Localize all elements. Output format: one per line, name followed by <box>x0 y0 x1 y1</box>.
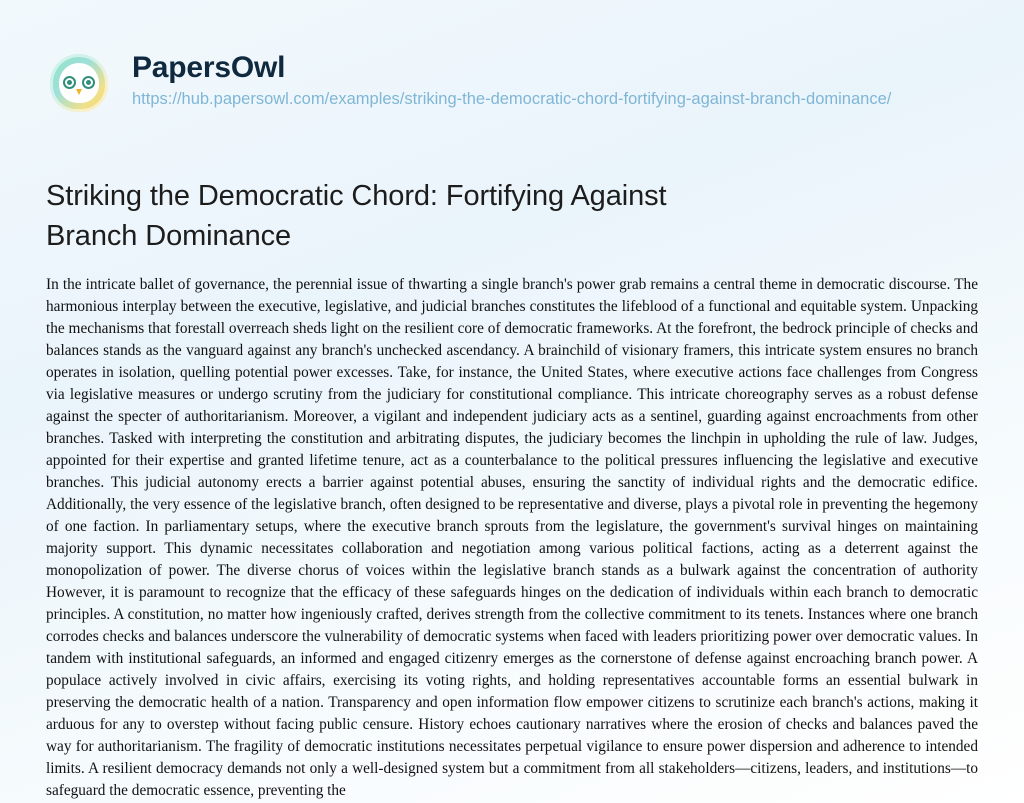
owl-eye-left-icon <box>63 76 76 89</box>
page-url[interactable]: https://hub.papersowl.com/examples/striking-the-democratic-chord-fortifying-against-branch-dominance/ <box>132 89 892 108</box>
owl-logo-face <box>59 63 99 103</box>
owl-pupil-left <box>67 80 72 85</box>
owl-logo-outer <box>50 54 108 112</box>
owl-logo-icon <box>46 54 112 116</box>
owl-eye-right-icon <box>82 76 95 89</box>
document-content <box>0 110 1024 802</box>
document-body-text: In the intricate ballet of governance, the perennial issue of thwarting a single branch's power grab remains a central theme in democratic discourse. The harmonious interplay between the executive, legislative, and judicial branches constitutes the lifeblood of a functional and equitable system. Unpacking the mechanisms that forestall overreach sheds light on the resilient core of democratic frameworks. At the forefront, the bedrock principle of checks and balances stands as the vanguard against any branch's unchecked ascendancy. A brainchild of visionary framers, this intricate system ensures no branch operates in isolation, quelling potential power excesses. Take, for instance, the United States, where executive actions face challenges from Congress via legislative measures or undergo scrutiny from the judiciary for constitutional compliance. This intricate choreography serves as a robust defense against the specter of authoritarianism. Moreover, a vigilant and independent judiciary acts as a sentinel, guarding against encroachments from other branches. Tasked with interpreting the constitution and arbitrating disputes, the judiciary becomes the linchpin in upholding the rule of law. Judges, appointed for their expertise and granted lifetime tenure, act as a counterbalance to the political pressures influencing the legislative and executive branches. This judicial autonomy erects a barrier against potential abuses, ensuring the sanctity of individual rights and the democratic edifice. Additionally, the very essence of the legislative branch, often designed to be representative and diverse, plays a pivotal role in preventing the hegemony of one faction. In parliamentary setups, where the executive branch sprouts from the legislature, the government's survival hinges on maintaining majority support. This dynamic necessitates collaboration and negotiation among various political factions, acting as a deterrent against the monopolization of power. The diverse chorus of voices within the legislative branch stands as a bulwark against the concentration of authority However, it is paramount to recognize that the efficacy of these safeguards hinges on the dedication of individuals within each branch to democratic principles. A constitution, no matter how ingeniously crafted, derives strength from the collective commitment to its tenets. Instances where one branch corrodes checks and balances underscore the vulnerability of democratic systems when faced with leaders prioritizing power over democratic values. In tandem with institutional safeguards, an informed and engaged citizenry emerges as the cornerstone of defense against encroaching branch power. A populace actively involved in civic affairs, exercising its voting rights, and holding representatives accountable forms an essential bulwark in preserving the democratic health of a nation. Transparency and open information flow empower citizens to scrutinize each branch's actions, making it arduous for any to overstep without facing public censure. History echoes cautionary narratives where the erosion of checks and balances paved the way for authoritarianism. The fragility of democratic institutions necessitates perpetual vigilance to ensure power dispersion and adherence to intended limits. A resilient democracy demands not only a well-designed system but a commitment from all stakeholders—citizens, leaders, and institutions—to safeguard the democratic essence, preventing the <box>46 276 978 800</box>
owl-beak-icon <box>76 89 82 95</box>
page-title: Striking the Democratic Chord: Fortifying Against Branch Dominance <box>46 180 667 253</box>
owl-pupil-right <box>86 80 91 85</box>
brand-block <box>132 52 891 111</box>
brand-name: PapersOwl <box>132 51 286 84</box>
site-header <box>0 0 1024 110</box>
